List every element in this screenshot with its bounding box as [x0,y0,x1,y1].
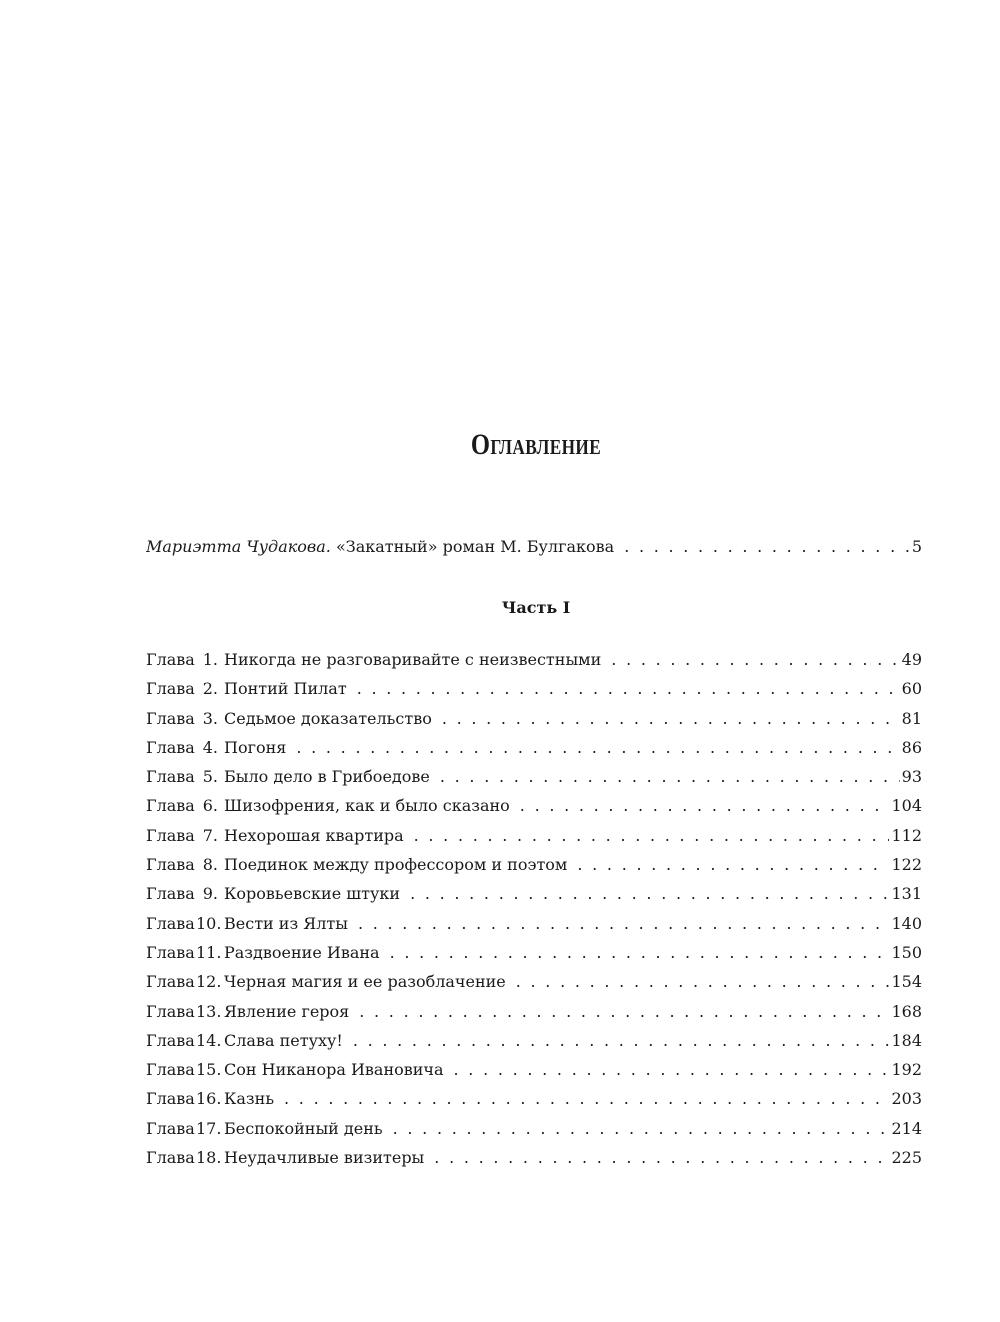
chapter-word: Глава [146,679,195,699]
dot-leader [357,674,900,703]
toc-entry-chapter[interactable] [146,821,922,850]
dot-leader [353,1026,890,1055]
toc-entry-chapter[interactable] [146,997,922,1026]
chapter-title: Погоня [224,737,287,757]
chapter-title: Сон Никанора Ивановича [224,1060,444,1080]
toc-entry-chapter[interactable] [146,1026,922,1055]
toc-entry-label [146,879,400,908]
chapter-word: Глава [146,650,195,669]
dot-leader [434,1143,889,1172]
chapter-page: 93 [901,767,922,787]
dot-leader [414,821,890,850]
toc-entry-label [146,967,506,996]
toc-entry-label [146,1143,424,1172]
chapter-title: Вести из Ялты [224,913,348,933]
chapter-page: 86 [901,737,922,757]
toc-entry-chapter[interactable] [146,674,922,703]
toc-entry-chapter[interactable] [146,850,922,879]
chapter-page: 168 [891,1001,922,1021]
chapter-number: 6. [202,796,218,816]
toc-entry-label [146,909,348,938]
toc-entry-label [146,791,510,820]
toc-entry-label [146,733,286,762]
chapter-title: Было дело в Грибоедове [224,767,430,787]
dot-leader [442,704,900,733]
chapter-page: 225 [891,1148,922,1168]
chapter-number: 3. [202,708,218,728]
dot-leader [454,1055,890,1084]
toc-entry-chapter[interactable] [146,762,922,791]
toc-entry-page: 5 [911,537,922,556]
chapter-word: Глава [146,1060,195,1080]
dot-leader [624,532,910,561]
chapter-word: Глава [146,737,195,757]
chapter-page: 49 [901,650,922,669]
chapter-number: 5. [202,767,218,787]
toc-entry-title: «Закатный» роман М. Булгакова [335,537,615,556]
chapter-title: Нехорошая квартира [224,825,404,845]
chapter-word: Глава [146,1001,195,1021]
chapter-word: Глава [146,1089,195,1109]
toc-entry-label [146,938,380,967]
dot-leader [359,997,889,1026]
chapter-number: 11. [196,942,222,962]
chapter-number: 4. [202,737,218,757]
toc-entry-author: Мариэтта Чудакова. [146,537,331,556]
toc-entry-label [146,645,601,674]
chapter-title: Понтий Пилат [224,679,347,699]
toc-entry-label [146,532,614,561]
toc-entry-chapter[interactable] [146,645,922,674]
dot-leader [296,733,899,762]
chapter-word: Глава [146,913,195,933]
chapter-word: Глава [146,796,195,816]
chapter-number: 10. [196,913,222,933]
chapter-page: 140 [891,913,922,933]
toc-entry-intro[interactable] [146,532,922,561]
toc-entry-label [146,704,432,733]
chapter-page: 60 [901,679,922,699]
chapter-title: Коровьевские штуки [224,884,401,904]
toc-entry-chapter[interactable] [146,733,922,762]
chapter-word: Глава [146,767,195,787]
chapter-list [146,645,922,1172]
chapter-title: Черная магия и ее разоблачение [224,972,506,992]
chapter-page: 122 [891,855,922,875]
chapter-number: 16. [196,1089,222,1109]
chapter-page: 150 [891,942,922,962]
dot-leader [516,967,890,996]
chapter-title: Неудачливые визитеры [224,1148,425,1168]
chapter-number: 7. [202,825,218,845]
chapter-page: 104 [891,796,922,816]
chapter-title: Седьмое доказательство [224,708,432,728]
chapter-title: Беспокойный день [224,1118,383,1138]
part-heading: Часть I [501,598,571,617]
chapter-page: 184 [891,1030,922,1050]
chapter-title: Никогда не разговаривайте с неизвестными [224,650,602,669]
chapter-title: Явление героя [224,1001,350,1021]
toc-entry-label [146,1084,274,1113]
dot-leader [611,645,899,674]
dot-leader [577,850,889,879]
chapter-page: 112 [891,825,922,845]
chapter-number: 15. [196,1060,222,1080]
toc-entry-chapter[interactable] [146,1114,922,1143]
chapter-word: Глава [146,855,195,875]
chapter-word: Глава [146,884,195,904]
toc-entry-chapter[interactable] [146,909,922,938]
toc-entry-chapter[interactable] [146,879,922,908]
chapter-word: Глава [146,1148,195,1168]
chapter-word: Глава [146,825,195,845]
toc-entry-label [146,674,347,703]
chapter-page: 203 [891,1089,922,1109]
chapter-number: 1. [202,650,218,669]
toc-entry-label [146,762,430,791]
toc-entry-label [146,1026,343,1055]
chapter-word: Глава [146,1118,195,1138]
toc-entry-chapter[interactable] [146,1084,922,1113]
chapter-page: 214 [891,1118,922,1138]
toc-entry-chapter[interactable] [146,938,922,967]
chapter-title: Раздвоение Ивана [224,942,380,962]
chapter-title: Казнь [224,1089,275,1109]
toc-entry-label [146,1055,444,1084]
chapter-page: 131 [891,884,922,904]
toc-entry-label [146,821,404,850]
dot-leader [393,1114,890,1143]
toc-entry-chapter[interactable] [146,791,922,820]
toc-entry-label [146,850,567,879]
chapter-title: Слава петуху! [224,1030,343,1050]
dot-leader [358,909,890,938]
chapter-number: 12. [196,972,222,992]
dot-leader [440,762,900,791]
toc-entry-chapter[interactable] [146,1055,922,1084]
toc-entry-chapter[interactable] [146,967,922,996]
chapter-number: 9. [202,884,218,904]
chapter-title: Шизофрения, как и было сказано [224,796,510,816]
chapter-number: 8. [202,855,218,875]
chapter-word: Глава [146,708,195,728]
dot-leader [520,791,890,820]
chapter-number: 2. [202,679,218,699]
chapter-number: 14. [196,1030,222,1050]
toc-entry-chapter[interactable] [146,1143,922,1172]
dot-leader [390,938,890,967]
toc-entry-label [146,997,349,1026]
chapter-word: Глава [146,972,195,992]
chapter-number: 13. [196,1001,222,1021]
chapter-number: 17. [196,1118,222,1138]
chapter-number: 18. [196,1148,222,1168]
toc-entry-label [146,1114,383,1143]
dot-leader [410,879,889,908]
toc-entry-chapter[interactable] [146,704,922,733]
chapter-page: 192 [891,1060,922,1080]
chapter-word: Глава [146,1030,195,1050]
dot-leader [284,1084,889,1113]
page-title: Оглавление [470,428,602,461]
chapter-page: 154 [891,972,922,992]
chapter-page: 81 [901,708,922,728]
chapter-title: Поединок между профессором и поэтом [224,855,568,875]
chapter-word: Глава [146,942,195,962]
